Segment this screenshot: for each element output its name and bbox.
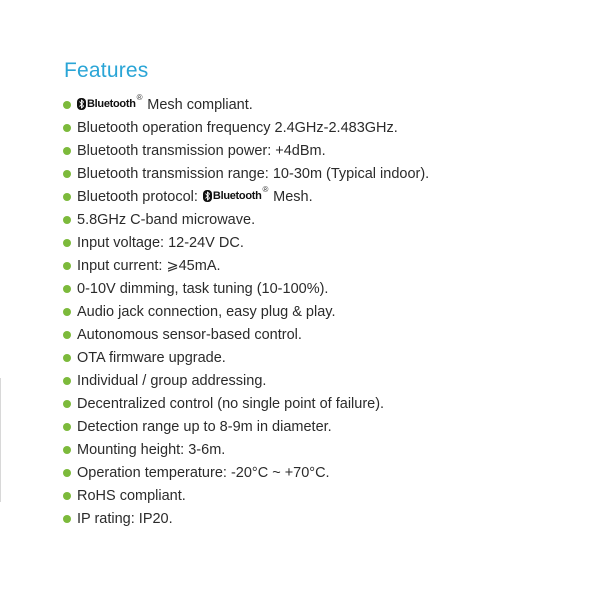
feature-item bbox=[63, 93, 429, 116]
feature-text: 0-10V dimming, task tuning (10-100%). bbox=[77, 280, 329, 297]
bullet-dot-icon bbox=[63, 400, 71, 408]
bullet-dot-icon bbox=[63, 492, 71, 500]
bullet-dot-icon bbox=[63, 377, 71, 385]
feature-text: Operation temperature: -20°C ~ +70°C. bbox=[77, 464, 330, 481]
feature-text: Autonomous sensor-based control. bbox=[77, 326, 302, 343]
bluetooth-logo bbox=[77, 93, 145, 110]
feature-item bbox=[63, 369, 429, 392]
bullet-dot-icon bbox=[63, 285, 71, 293]
feature-item bbox=[63, 346, 429, 369]
left-edge-divider bbox=[0, 378, 1, 502]
feature-item bbox=[63, 185, 429, 208]
feature-item bbox=[63, 231, 429, 254]
feature-text: Individual / group addressing. bbox=[77, 372, 267, 389]
feature-item bbox=[63, 507, 429, 530]
feature-text: 5.8GHz C-band microwave. bbox=[77, 211, 256, 228]
feature-text: IP rating: IP20. bbox=[77, 510, 173, 527]
bullet-dot-icon bbox=[63, 239, 71, 247]
feature-text: Detection range up to 8-9m in diameter. bbox=[77, 418, 332, 435]
bullet-dot-icon bbox=[63, 446, 71, 454]
bluetooth-wordmark: Bluetooth bbox=[87, 97, 136, 110]
feature-text: Input voltage: 12-24V DC. bbox=[77, 234, 244, 251]
bullet-dot-icon bbox=[63, 354, 71, 362]
feature-text: Input current: ⩾45mA. bbox=[77, 257, 221, 274]
feature-item bbox=[63, 277, 429, 300]
feature-item bbox=[63, 300, 429, 323]
bullet-dot-icon bbox=[63, 423, 71, 431]
feature-item bbox=[63, 323, 429, 346]
feature-text: OTA firmware upgrade. bbox=[77, 349, 226, 366]
bullet-dot-icon bbox=[63, 469, 71, 477]
bullet-dot-icon bbox=[63, 262, 71, 270]
feature-text: Mounting height: 3-6m. bbox=[77, 441, 226, 458]
features-heading: Features bbox=[64, 59, 149, 82]
feature-text: Mesh. bbox=[273, 188, 313, 205]
feature-text-prefix: Bluetooth protocol: bbox=[77, 188, 198, 205]
feature-text: RoHS compliant. bbox=[77, 487, 186, 504]
bullet-dot-icon bbox=[63, 308, 71, 316]
feature-text: Audio jack connection, easy plug & play. bbox=[77, 303, 336, 320]
bullet-dot-icon bbox=[63, 147, 71, 155]
feature-item bbox=[63, 438, 429, 461]
bluetooth-rune-icon bbox=[203, 190, 212, 202]
feature-item bbox=[63, 254, 429, 277]
feature-item bbox=[63, 461, 429, 484]
bullet-dot-icon bbox=[63, 193, 71, 201]
feature-text: Bluetooth transmission range: 10-30m (Typical indoor). bbox=[77, 165, 430, 182]
feature-item bbox=[63, 392, 429, 415]
bluetooth-logo bbox=[203, 185, 271, 202]
feature-item bbox=[63, 162, 429, 185]
feature-item bbox=[63, 208, 429, 231]
bullet-dot-icon bbox=[63, 331, 71, 339]
feature-item bbox=[63, 484, 429, 507]
feature-item bbox=[63, 116, 429, 139]
bluetooth-wordmark: Bluetooth bbox=[212, 189, 262, 202]
feature-item bbox=[63, 139, 429, 162]
features-list bbox=[63, 93, 429, 530]
feature-item bbox=[63, 415, 429, 438]
feature-text: Decentralized control (no single point of failure). bbox=[77, 395, 385, 412]
bullet-dot-icon bbox=[63, 170, 71, 178]
bullet-dot-icon bbox=[63, 124, 71, 132]
feature-text: Bluetooth operation frequency 2.4GHz-2.483GHz. bbox=[77, 119, 398, 136]
bluetooth-rune-icon bbox=[77, 98, 86, 110]
registered-mark: ® bbox=[136, 93, 143, 102]
registered-mark: ® bbox=[262, 185, 269, 194]
feature-text: Mesh compliant. bbox=[147, 96, 253, 113]
bullet-dot-icon bbox=[63, 101, 71, 109]
bullet-dot-icon bbox=[63, 515, 71, 523]
bullet-dot-icon bbox=[63, 216, 71, 224]
feature-text: Bluetooth transmission power: +4dBm. bbox=[77, 142, 326, 159]
